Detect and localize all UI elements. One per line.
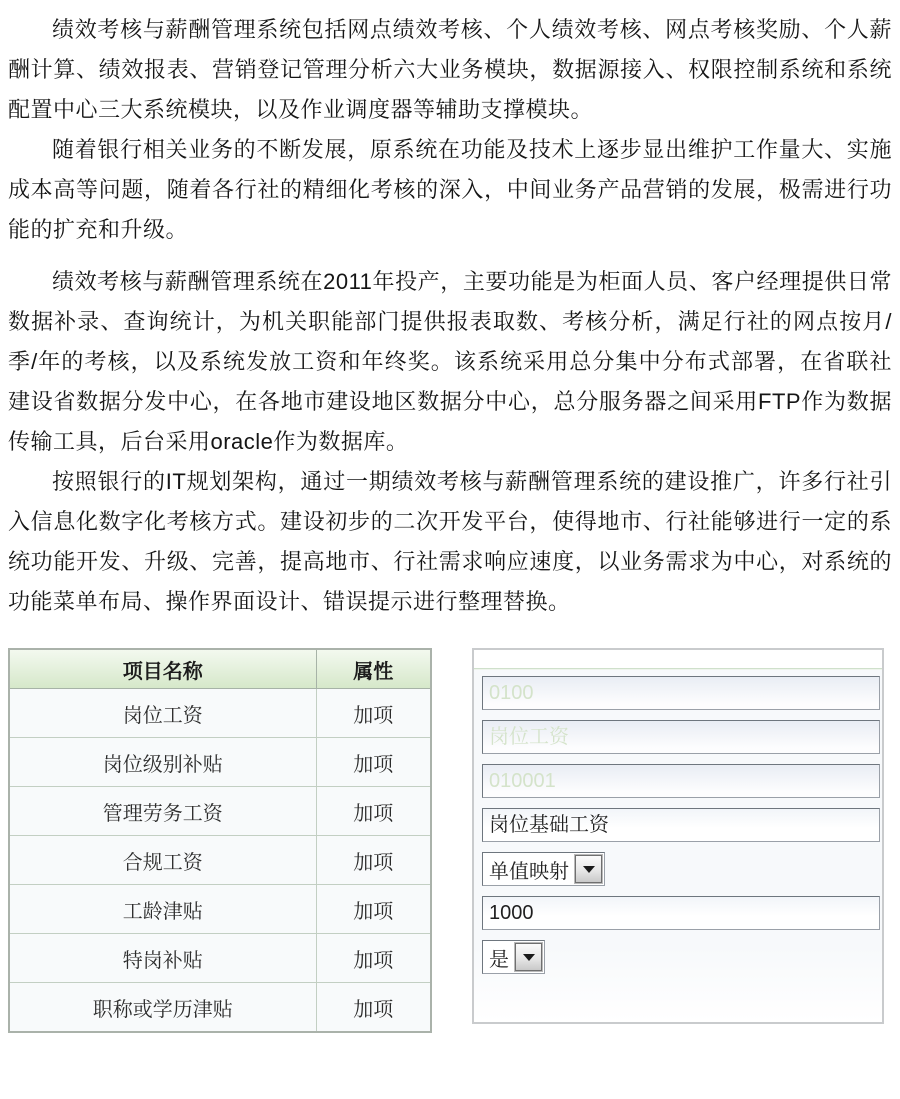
item-edit-panel <box>472 648 884 1024</box>
paragraph-it-plan: 按照银行的IT规划架构，通过一期绩效考核与薪酬管理系统的建设推广，许多行社引入信息化数字化考核方式。建设初步的二次开发平台，使得地市、行社能够进行一定的系统功能开发、升级、完善，提高地市、行社需求响应速度，以业务需求为中心，对系统的功能菜单布局、操作界面设计、错误提示进行整理替换。 <box>8 469 892 614</box>
attribute-cell: 加项 <box>316 787 431 836</box>
table-row <box>9 885 431 934</box>
item-name-cell: 工龄津贴 <box>9 885 316 934</box>
document-body <box>8 10 892 622</box>
attribute-cell: 加项 <box>316 836 431 885</box>
item-name-cell: 岗位工资 <box>9 689 316 738</box>
table-header-row <box>9 649 431 689</box>
table-row <box>9 738 431 787</box>
dropdown-button[interactable] <box>515 943 542 971</box>
mapping-type-value: 单值映射 <box>489 860 569 883</box>
paragraph-system-history: 绩效考核与薪酬管理系统在2011年投产，主要功能是为柜面人员、客户经理提供日常数据补录、查询统计，为机关职能部门提供报表取数、考核分析，满足行社的网点按月/季/年的考核，以及系统发放工资和年终奖。该系统采用总分集中分布式部署，在省联社建设省数据分发中心，在各地市建设地区数据分中心，总分服务器之间采用FTP作为数据传输工具，后台采用oracle作为数据库。 <box>8 269 892 454</box>
item-group-input[interactable]: 岗位工资 <box>482 720 880 754</box>
panel-fields <box>474 669 882 984</box>
table-row <box>9 689 431 738</box>
mapping-type-select[interactable] <box>482 852 605 886</box>
table-row <box>9 836 431 885</box>
table-row <box>9 787 431 836</box>
enabled-flag-select[interactable] <box>482 940 545 974</box>
item-name-cell: 合规工资 <box>9 836 316 885</box>
item-name-cell: 特岗补贴 <box>9 934 316 983</box>
dropdown-button[interactable] <box>575 855 602 883</box>
lower-region <box>8 648 892 1033</box>
amount-input[interactable]: 1000 <box>482 896 880 930</box>
column-header-attribute: 属性 <box>316 649 431 689</box>
panel-header <box>474 650 882 669</box>
attribute-cell: 加项 <box>316 885 431 934</box>
table-row <box>9 934 431 983</box>
chevron-down-icon <box>583 866 595 873</box>
chevron-down-icon <box>523 954 535 961</box>
column-header-item-name: 项目名称 <box>9 649 316 689</box>
attribute-cell: 加项 <box>316 689 431 738</box>
attribute-cell: 加项 <box>316 934 431 983</box>
paragraph-background: 随着银行相关业务的不断发展，原系统在功能及技术上逐步显出维护工作量大、实施成本高等问题，随着各行社的精细化考核的深入，中间业务产品营销的发展，极需进行功能的扩充和升级。 <box>8 137 892 242</box>
enabled-flag-value: 是 <box>489 948 509 971</box>
item-code-input[interactable]: 010001 <box>482 764 880 798</box>
attribute-cell: 加项 <box>316 983 431 1033</box>
salary-items-table <box>8 648 432 1033</box>
table-row <box>9 983 431 1033</box>
item-name-cell: 职称或学历津贴 <box>9 983 316 1033</box>
code-prefix-input[interactable]: 0100 <box>482 676 880 710</box>
paragraph-modules: 绩效考核与薪酬管理系统包括网点绩效考核、个人绩效考核、网点考核奖励、个人薪酬计算、绩效报表、营销登记管理分析六大业务模块，数据源接入、权限控制系统和系统配置中心三大系统模块，以及作业调度器等辅助支撑模块。 <box>8 17 892 122</box>
attribute-cell: 加项 <box>316 738 431 787</box>
item-name-input[interactable]: 岗位基础工资 <box>482 808 880 842</box>
item-name-cell: 岗位级别补贴 <box>9 738 316 787</box>
item-name-cell: 管理劳务工资 <box>9 787 316 836</box>
